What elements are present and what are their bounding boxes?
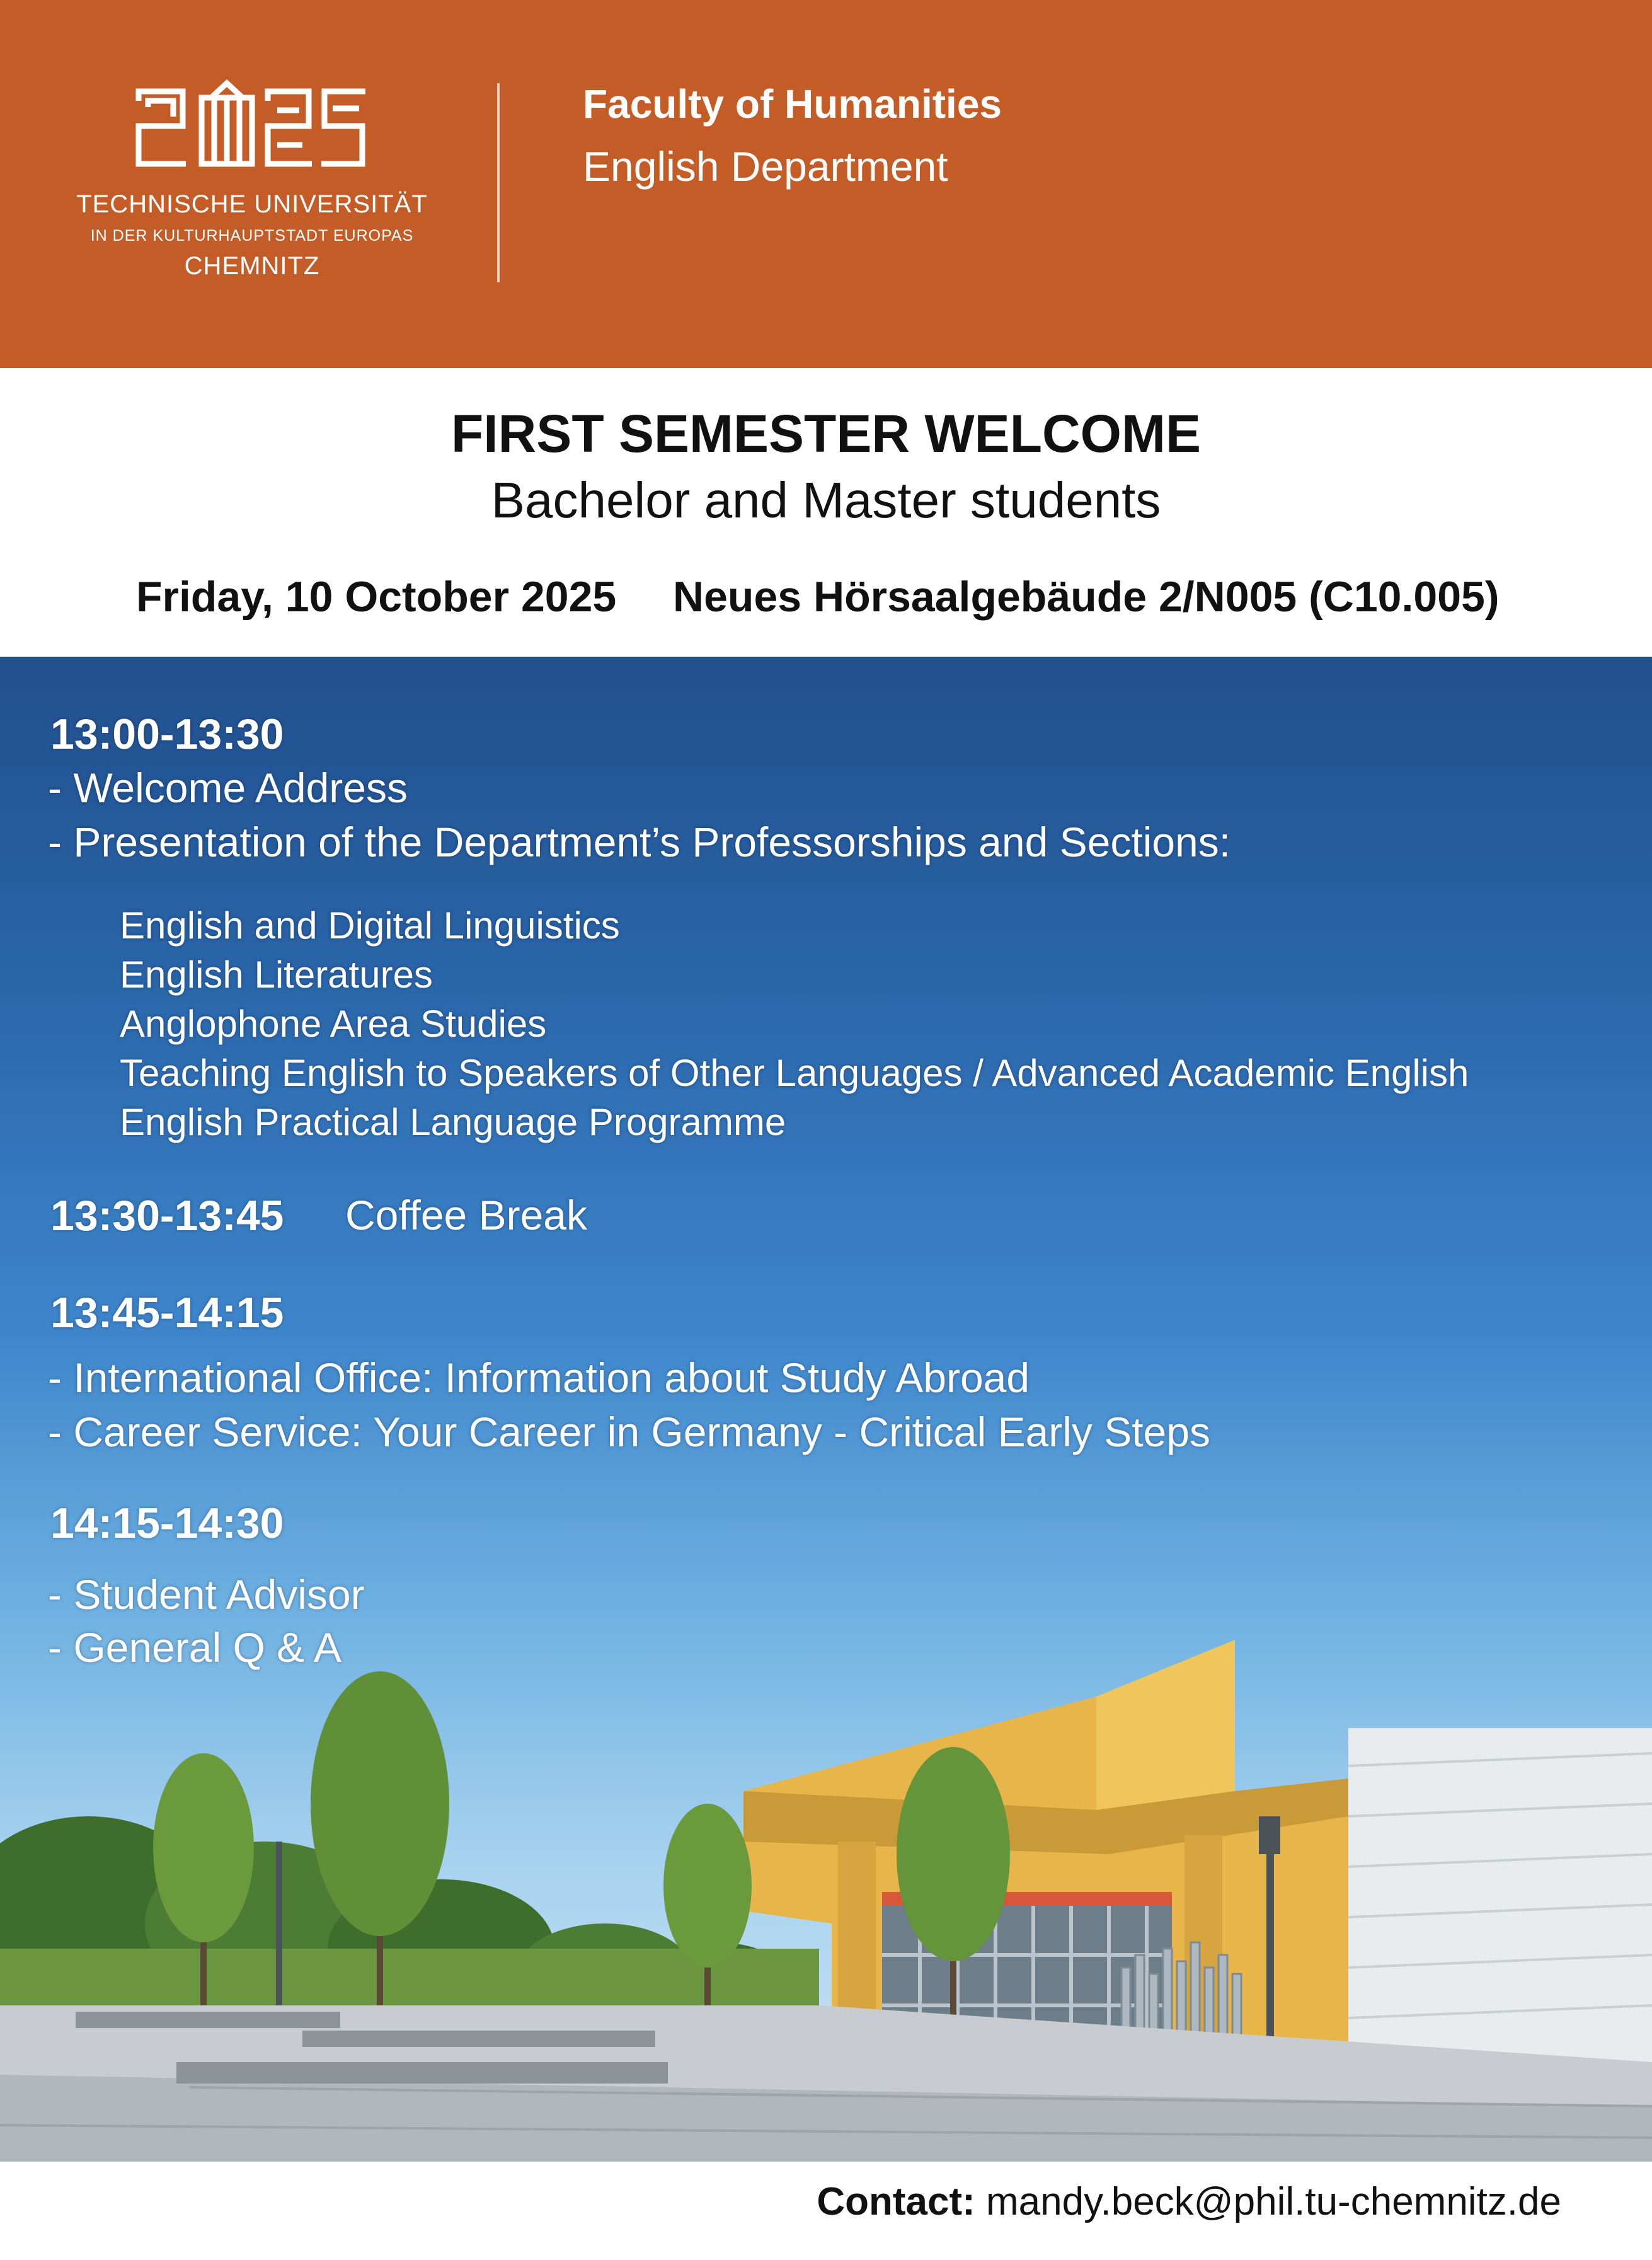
slot3-item-career-service: - Career Service: Your Career in Germany - Critical Early Steps [48,1409,1210,1455]
faculty-name: Faculty of Humanities [583,81,1002,127]
slot4-time: 14:15-14:30 [50,1499,284,1547]
header-divider [497,83,500,282]
event-subtitle: Bachelor and Master students [491,472,1161,528]
slot3-item-international-office: - International Office: Information about Study Abroad [48,1354,1030,1401]
section-area-studies: Anglophone Area Studies [120,1003,547,1045]
slot2-time: 13:30-13:45 [50,1192,284,1240]
logo-text-university: TECHNISCHE UNIVERSITÄT [76,190,428,218]
event-date: Friday, 10 October 2025 [136,573,617,621]
yellow-lecture-hall [743,1640,1348,2056]
event-venue: Neues Hörsaalgebäude 2/N005 (C10.005) [673,573,1500,621]
section-literatures: English Literatures [120,954,433,996]
section-practical-language: English Practical Language Programme [120,1101,786,1143]
logo-2025-icon [132,76,372,176]
slot4-item-student-advisor: - Student Advisor [48,1571,365,1618]
contact-line [817,2179,1561,2224]
contact-label: Contact: [817,2180,975,2223]
slot1-time: 13:00-13:30 [50,710,284,758]
slot3-time: 13:45-14:15 [50,1289,284,1337]
contact-email[interactable]: mandy.beck@phil.tu-chemnitz.de [986,2180,1561,2223]
logo-text-capital: IN DER KULTURHAUPTSTADT EUROPAS [90,227,414,245]
white-hall [1348,1728,1652,2081]
slot1-item-welcome: - Welcome Address [48,764,408,811]
event-title: FIRST SEMESTER WELCOME [450,404,1202,463]
logo-text-city: CHEMNITZ [184,252,320,280]
slot4-item-qa: - General Q & A [48,1624,341,1671]
header-band [0,0,1652,368]
department-name: English Department [583,143,948,190]
section-tesol: Teaching English to Speakers of Other Languages / Advanced Academic English [120,1052,1469,1094]
university-logo [76,76,428,290]
slot1-item-presentation: - Presentation of the Department’s Professorships and Sections: [48,819,1231,865]
section-linguistics: English and Digital Linguistics [120,904,620,947]
campus-photo [0,657,1652,2162]
slot2-coffee-break: Coffee Break [345,1192,588,1238]
